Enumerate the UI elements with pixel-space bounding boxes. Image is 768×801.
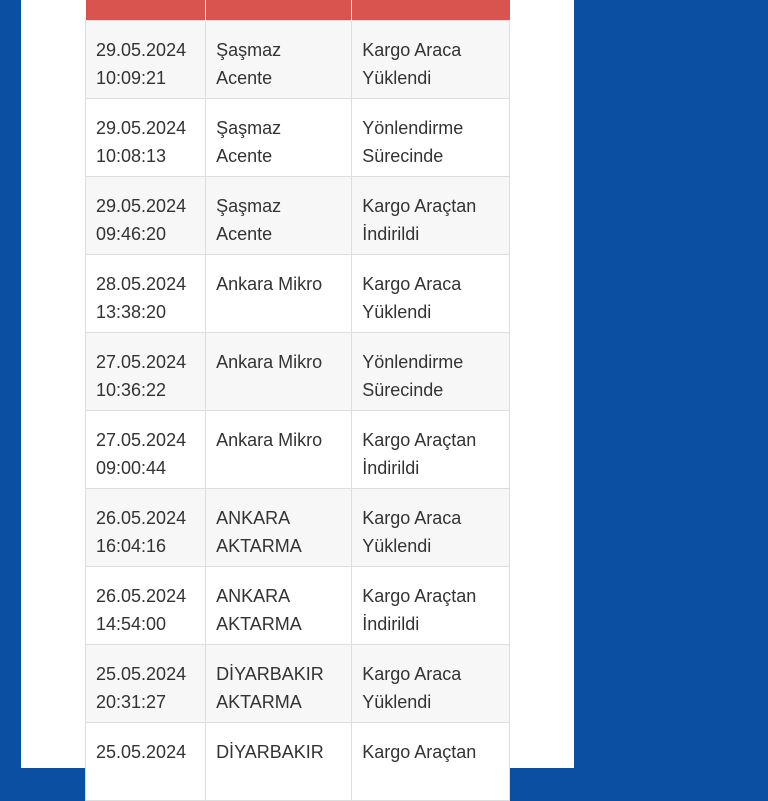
date-cell: 25.05.2024 xyxy=(86,722,206,800)
date-cell: 25.05.2024 20:31:27 xyxy=(86,644,206,722)
header-cell-location xyxy=(206,0,352,20)
table-row xyxy=(86,254,510,332)
table-row xyxy=(86,566,510,644)
date-cell: 27.05.2024 09:00:44 xyxy=(86,410,206,488)
status-cell: Kargo Araçtan İndirildi xyxy=(352,566,510,644)
date-cell: 29.05.2024 09:46:20 xyxy=(86,176,206,254)
shipment-history-table xyxy=(85,0,510,801)
date-cell: 27.05.2024 10:36:22 xyxy=(86,332,206,410)
status-cell: Kargo Araçtan İndirildi xyxy=(352,410,510,488)
table-row xyxy=(86,488,510,566)
header-cell-date xyxy=(86,0,206,20)
date-cell: 29.05.2024 10:08:13 xyxy=(86,98,206,176)
location-cell: ANKARA AKTARMA xyxy=(206,488,352,566)
table-row xyxy=(86,332,510,410)
location-cell: DİYARBAKIR xyxy=(206,722,352,800)
table-row xyxy=(86,410,510,488)
table-row xyxy=(86,644,510,722)
date-cell: 26.05.2024 16:04:16 xyxy=(86,488,206,566)
location-cell: Ankara Mikro xyxy=(206,410,352,488)
location-cell: Şaşmaz Acente xyxy=(206,98,352,176)
date-cell: 28.05.2024 13:38:20 xyxy=(86,254,206,332)
table-header-row xyxy=(86,0,510,20)
table-row xyxy=(86,20,510,98)
location-cell: Ankara Mikro xyxy=(206,254,352,332)
status-cell: Kargo Araca Yüklendi xyxy=(352,254,510,332)
table-row xyxy=(86,176,510,254)
status-cell: Yönlendirme Sürecinde xyxy=(352,332,510,410)
status-cell: Yönlendirme Sürecinde xyxy=(352,98,510,176)
location-cell: Şaşmaz Acente xyxy=(206,176,352,254)
header-cell-status xyxy=(352,0,510,20)
location-cell: Ankara Mikro xyxy=(206,332,352,410)
date-cell: 26.05.2024 14:54:00 xyxy=(86,566,206,644)
location-cell: DİYARBAKIR AKTARMA xyxy=(206,644,352,722)
date-cell: 29.05.2024 10:09:21 xyxy=(86,20,206,98)
status-cell: Kargo Araca Yüklendi xyxy=(352,20,510,98)
location-cell: ANKARA AKTARMA xyxy=(206,566,352,644)
status-cell: Kargo Araçtan İndirildi xyxy=(352,176,510,254)
table-row xyxy=(86,722,510,800)
status-cell: Kargo Araca Yüklendi xyxy=(352,644,510,722)
location-cell: Şaşmaz Acente xyxy=(206,20,352,98)
status-cell: Kargo Araca Yüklendi xyxy=(352,488,510,566)
status-cell: Kargo Araçtan xyxy=(352,722,510,800)
table-row xyxy=(86,98,510,176)
